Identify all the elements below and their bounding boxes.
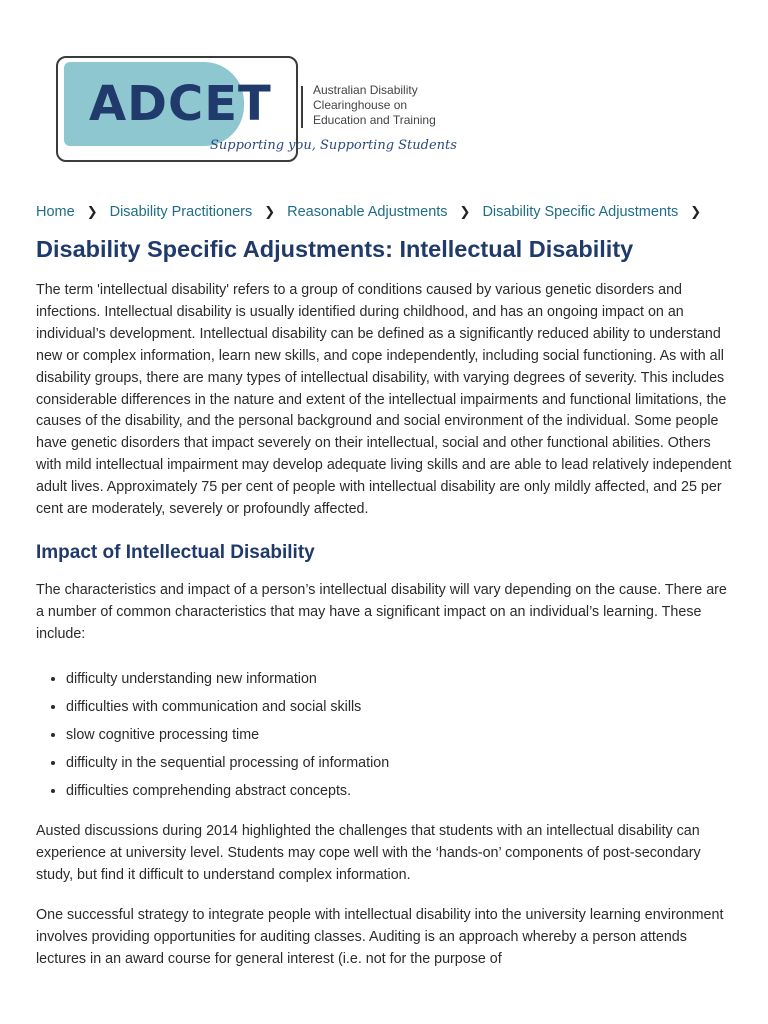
logo-org-name — [313, 83, 436, 128]
list-item: • difficulty in the sequential processing of information — [66, 749, 736, 777]
breadcrumb-reasonable-adjustments[interactable]: Reasonable Adjustments — [287, 204, 448, 220]
chevron-right-icon: ❯ — [459, 204, 471, 219]
chevron-right-icon: ❯ — [86, 204, 98, 219]
logo-org-line: Education and Training — [313, 113, 436, 127]
logo-tagline: Supporting you, Supporting Students — [210, 138, 457, 153]
intro-paragraph: The term 'intellectual disability' refers to a group of conditions caused by various genetic disorders and infections. Intellectual disability is usually identified during childhood, and has an ongoing impact on an individual’s development. Intellectual disability can be defined as a significantly reduced ability to understand new or complex information, learn new skills, and cope independently, including social functioning. As with all disability groups, there are many types of intellectual disability, with varying degrees of severity. This includes considerable differences in the nature and extent of the intellectual impairments and functional limitations, the causes of the disability, and the personal background and social environment of the individual. Some people have genetic disorders that impact severely on their intellectual, social and other functional abilities. Others with mild intellectual impairment may develop adequate living skills and are able to lead relatively independent adult lives. Approximately 75 per cent of people with intellectual disability are only mildly affected, and 25 per cent are moderately, severely or profoundly affected. — [36, 282, 732, 518]
breadcrumb-home[interactable]: Home — [36, 204, 75, 220]
characteristics-list — [36, 665, 736, 805]
section-heading: Impact of Intellectual Disability — [36, 541, 315, 563]
breadcrumb-disability-practitioners[interactable]: Disability Practitioners — [109, 204, 253, 220]
section-lead-paragraph: The characteristics and impact of a person’s intellectual disability will vary depending on the cause. There are a number of common characteristics that may have a significant impact on an individual’s learning. These include: — [36, 581, 727, 642]
logo-org-line: Australian Disability — [313, 83, 418, 97]
breadcrumb-disability-specific-adjustments[interactable]: Disability Specific Adjustments — [482, 204, 679, 220]
article-body — [36, 280, 736, 990]
austed-paragraph: Austed discussions during 2014 highlighted the challenges that students with an intellectual disability can experience at university level. Students may cope well with the ‘hands-on’ components of post-secondary study, but find it difficult to understand complex information. — [36, 822, 701, 883]
chevron-right-icon: ❯ — [690, 204, 702, 219]
breadcrumb — [36, 204, 736, 220]
list-item: • difficulties comprehending abstract concepts. — [66, 777, 736, 805]
list-item: • difficulty understanding new information — [66, 665, 736, 693]
page-title: Disability Specific Adjustments: Intellectual Disability — [36, 236, 634, 262]
logo-divider — [301, 86, 303, 128]
chevron-right-icon: ❯ — [264, 204, 276, 219]
logo-org-line: Clearinghouse on — [313, 98, 408, 112]
logo-wordmark: ADCET — [89, 76, 272, 132]
list-item: • slow cognitive processing time — [66, 721, 736, 749]
auditing-paragraph: One successful strategy to integrate people with intellectual disability into the university learning environment involves providing opportunities for auditing classes. Auditing is an approach whereby a person attends lectures in an award course for general interest (i.e. not for the purpose of — [36, 907, 724, 968]
list-item: • difficulties with communication and social skills — [66, 693, 736, 721]
site-logo[interactable] — [52, 52, 457, 164]
